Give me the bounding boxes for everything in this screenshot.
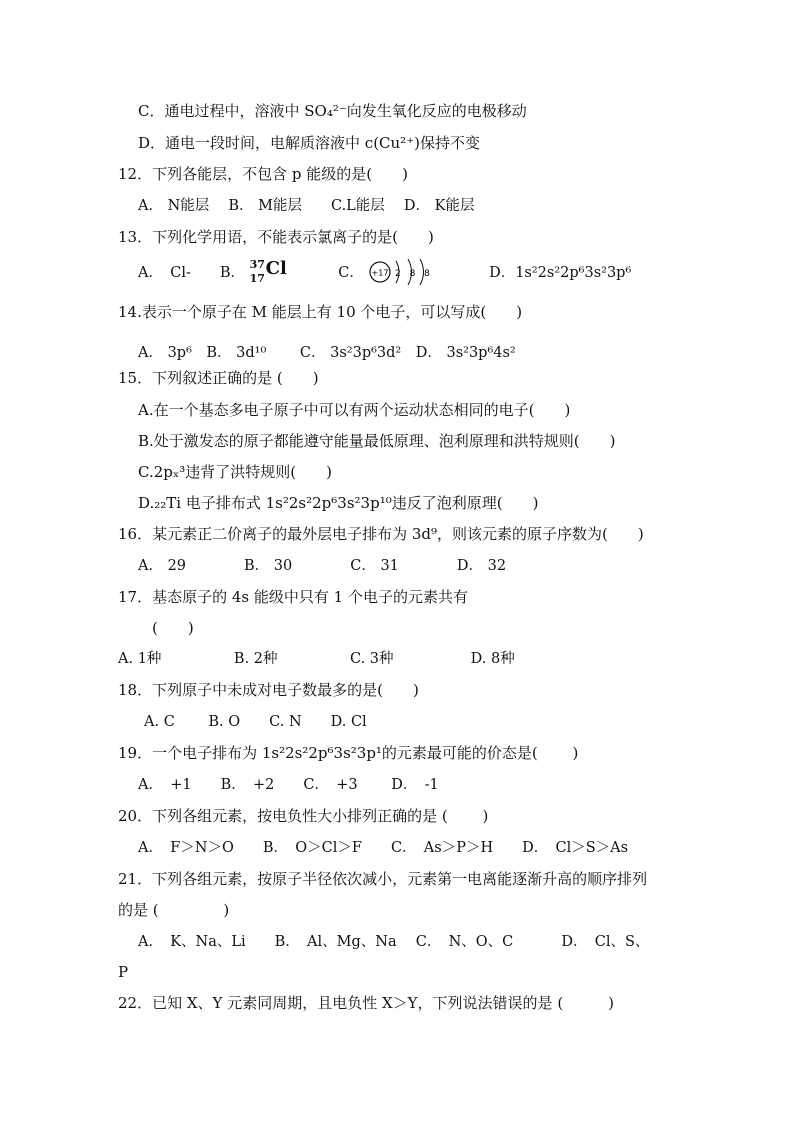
question-17-answer-paren: ( ) [152,619,194,637]
question-15-b: B.处于激发态的原子都能遵守能量最低原理、泡利原理和洪特规则( ) [138,432,616,450]
q13-option-c-label: C． [338,265,364,281]
question-17: 17．基态原子的 4s 能级中只有 1 个电子的元素共有 [118,588,468,606]
question-15-a: A.在一个基态多电子原子中可以有两个运动状态相同的电子( ) [138,401,571,419]
question-16-options: A． 29 B． 30 C． 31 D． 32 [138,558,507,574]
question-18: 18．下列原子中未成对电子数最多的是( ) [118,681,419,699]
question-21-options: A． K、Na、Li B． Al、Mg、Na C． N、O、C D． Cl、S、 [138,934,650,950]
question-19: 19．一个电子排布为 1s²2s²2p⁶3s²3p¹的元素最可能的价态是( ) [118,744,579,762]
question-14-options: A． 3p⁶ B． 3d¹⁰ C． 3s²3p⁶3d² D． 3s²3p⁶4s² [138,345,516,361]
chlorine-nuclide-symbol [250,259,294,283]
question-13-options [138,257,631,287]
question-20: 20．下列各组元素，按电负性大小排列正确的是 ( ) [118,807,489,825]
chloride-ion-structure-diagram [368,257,448,287]
question-19-options: A． +1 B． +2 C． +3 D． -1 [138,777,439,793]
nucleus-charge: +17 [372,268,389,278]
atomic-number: 17 [249,272,265,285]
option-11c: C．通电过程中，溶液中 SO₄²⁻向发生氧化反应的电极移动 [138,102,527,120]
question-15-c: C.2pₓ³违背了洪特规则( ) [138,463,332,481]
question-12: 12．下列各能层，不包含 p 能级的是( ) [118,165,408,183]
question-21-continued: 的是 ( ) [118,901,230,919]
mass-number: 37 [249,258,265,271]
q13-option-d: D．1s²2s²2p⁶3s²3p⁶ [489,265,632,281]
question-15-d: D.₂₂Ti 电子排布式 1s²2s²2p⁶3s²3p¹⁰违反了泡利原理( ) [138,494,539,512]
question-21-options-wrap: P [118,963,129,981]
shell-electron-counts: 2 8 8 [395,269,434,279]
question-12-options: A． N能层 B． M能层 C.L能层 D． K能层 [138,198,475,214]
question-22: 22．已知 X、Y 元素同周期，且电负性 X＞Y，下列说法错误的是 ( ) [118,994,615,1012]
q13-option-a: A． Cl- B． [138,265,246,281]
question-14: 14.表示一个原子在 M 能层上有 10 个电子，可以写成( ) [118,303,523,321]
question-13: 13．下列化学用语，不能表示氯离子的是( ) [118,228,434,246]
question-15: 15．下列叙述正确的是 ( ) [118,369,319,387]
element-symbol: Cl [265,258,287,279]
option-11d: D．通电一段时间，电解质溶液中 c(Cu²⁺)保持不变 [138,134,480,152]
question-20-options: A． F＞N＞O B． O＞Cl＞F C． As＞P＞H D． Cl＞S＞As [138,840,629,856]
question-17-options: A. 1种 B. 2种 C. 3种 D. 8种 [118,651,515,667]
question-21: 21．下列各组元素，按原子半径依次减小，元素第一电离能逐渐升高的顺序排列 [118,870,648,888]
question-18-options: A. C B. O C. N D. Cl [144,714,367,730]
question-16: 16．某元素正二价离子的最外层电子排布为 3d⁹，则该元素的原子序数为( ) [118,525,644,543]
